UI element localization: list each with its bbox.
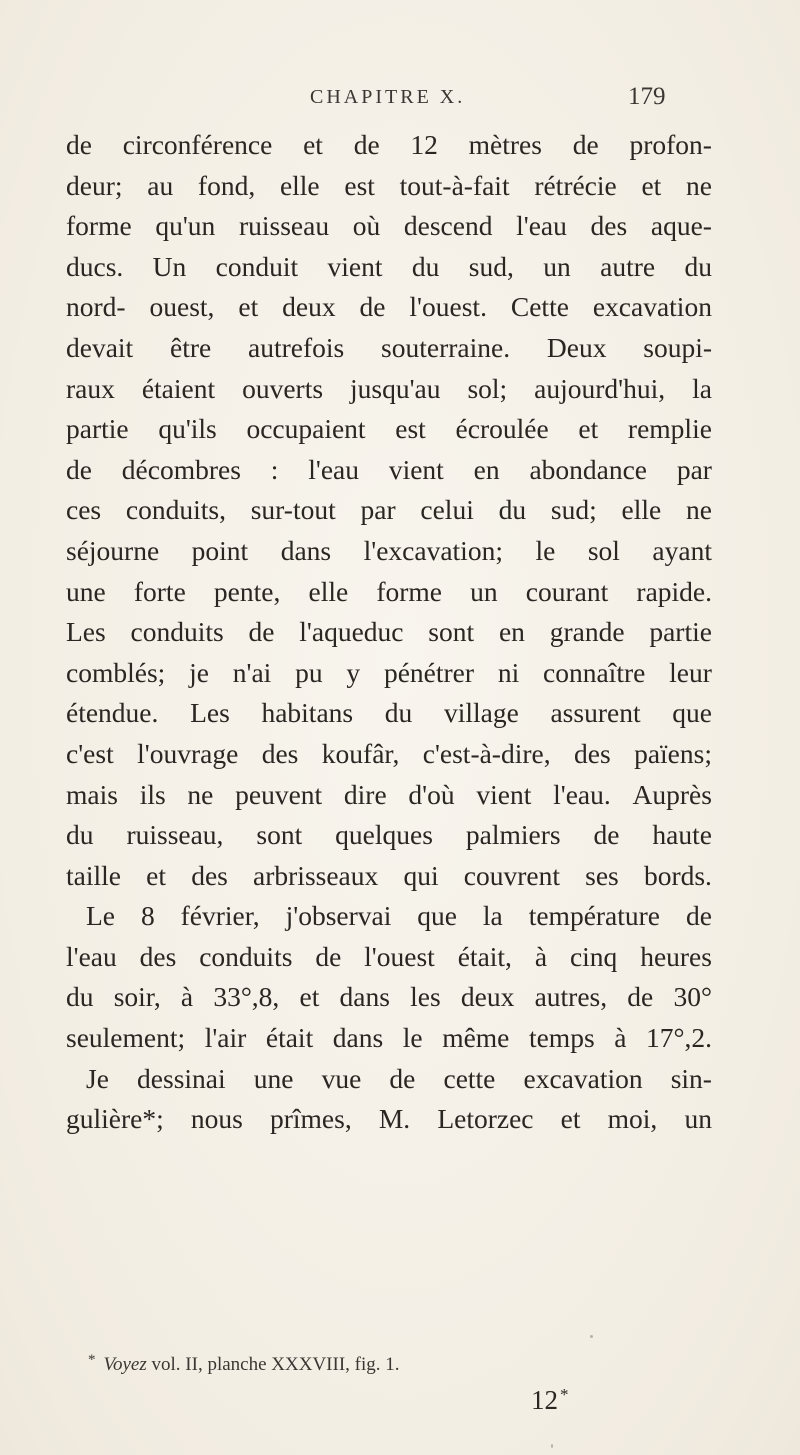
word: dans [280, 534, 332, 566]
word: température [528, 900, 661, 932]
word: bords. [643, 859, 712, 891]
word: conduit [215, 250, 299, 282]
text-line [66, 166, 712, 207]
word: sud; [550, 494, 597, 526]
footnote-marker: * [88, 1352, 96, 1368]
word: habitans [261, 697, 354, 729]
word: écroulée [455, 413, 549, 445]
word: deux [460, 981, 515, 1013]
footnote-text: vol. II, planche XXXVIII, fig. 1. [151, 1354, 400, 1375]
text-line [66, 206, 712, 247]
word: un [684, 1103, 712, 1135]
word: mais [66, 778, 118, 810]
word: gulière*; [66, 1103, 164, 1135]
word: profon- [629, 129, 712, 160]
word: païens; [634, 737, 712, 769]
word: ne [187, 778, 214, 810]
word: pente, [213, 575, 281, 607]
word: rapide. [636, 575, 712, 607]
word: forme [66, 210, 132, 242]
word: elle [308, 575, 349, 607]
text-line [66, 409, 712, 450]
signature-marker: * [560, 1385, 569, 1404]
word: même [442, 1022, 510, 1054]
word: remplie [627, 413, 712, 445]
word: qu'un [155, 210, 216, 242]
word: l'excavation; [363, 534, 503, 566]
word: soupi- [643, 331, 712, 363]
word: autrefois [248, 331, 345, 363]
word: forme [376, 575, 443, 607]
word: un [470, 575, 498, 607]
word: de [685, 900, 712, 932]
word: la [482, 900, 503, 932]
word: Je [86, 1062, 109, 1094]
page-number: 179 [628, 83, 666, 110]
word: et [578, 413, 599, 445]
word: qui [403, 859, 439, 891]
word: deur; [66, 169, 123, 201]
word: nous [190, 1103, 243, 1135]
word: des [191, 859, 228, 891]
word: un [543, 250, 571, 282]
word: aque- [650, 210, 712, 242]
word: temps [528, 1022, 595, 1054]
word: mètres [468, 129, 542, 160]
running-head: CHAPITRE X. [310, 86, 466, 108]
text-line [66, 775, 712, 816]
word: où [352, 210, 381, 242]
word: est [344, 169, 375, 201]
word: l'ouest. [409, 291, 487, 323]
word: en [473, 453, 500, 485]
word: et [560, 1103, 581, 1135]
word: elle [279, 169, 320, 201]
word: ces [66, 494, 102, 526]
word: palmiers [465, 819, 561, 851]
word: koufâr, [321, 737, 400, 769]
word: sont [256, 819, 303, 851]
word: dessinai [137, 1062, 226, 1094]
word: du [498, 494, 527, 526]
word: partie [66, 413, 129, 445]
word: par [676, 453, 712, 485]
signature-number: 12 [531, 1385, 558, 1415]
word: et [299, 981, 320, 1013]
word: que [417, 900, 457, 932]
word: c'est [66, 737, 114, 769]
word: de [248, 616, 275, 648]
word: au [147, 169, 174, 201]
word: de [359, 291, 386, 323]
signature-mark [531, 1385, 569, 1416]
word: deux [282, 291, 336, 323]
word: taille [66, 859, 121, 891]
word: 12 [410, 129, 438, 160]
word: celui [420, 494, 474, 526]
word: haute [652, 819, 712, 851]
word: vient [327, 250, 383, 282]
word: : [270, 453, 279, 485]
word: sont [428, 616, 475, 648]
word: le [402, 1022, 423, 1054]
word: l'eau [516, 210, 567, 242]
word: conduits [199, 940, 293, 972]
text-line [66, 490, 712, 531]
word: 17°,2. [646, 1022, 712, 1054]
word: d'où [408, 778, 455, 810]
word: excavation [592, 291, 712, 323]
word: des [261, 737, 299, 769]
word: M. [378, 1103, 411, 1135]
word: et [641, 169, 662, 201]
word: vient [388, 453, 444, 485]
word: forte [133, 575, 186, 607]
text-line [66, 977, 712, 1018]
word: à [180, 981, 194, 1013]
text-line [66, 612, 712, 653]
word: y [346, 656, 361, 688]
word: était, [457, 940, 512, 972]
word: du [384, 697, 413, 729]
word: ruisseau [238, 210, 330, 242]
body-text [66, 125, 712, 1140]
text-line [66, 369, 712, 410]
word: Les [66, 616, 106, 648]
word: sol; [467, 372, 508, 404]
text-line [66, 937, 712, 978]
word: couvrent [463, 859, 560, 891]
word: des [574, 737, 611, 769]
word: des [590, 210, 628, 242]
word: peuvent [235, 778, 323, 810]
word: ils [139, 778, 166, 810]
word: point [191, 534, 249, 566]
word: Auprès [632, 778, 712, 810]
word: de [66, 453, 92, 485]
word: et [146, 859, 167, 891]
word: assurent [550, 697, 641, 729]
word: nord- [66, 291, 126, 323]
word: de [353, 129, 380, 160]
word: souterraine. [381, 331, 511, 363]
word: seulement; [66, 1022, 186, 1054]
word: prîmes, [269, 1103, 352, 1135]
word: à [614, 1022, 627, 1054]
word: cinq [569, 940, 618, 972]
footnote [88, 1352, 400, 1376]
word: dans [339, 981, 390, 1013]
word: grande [549, 616, 625, 648]
word: vue [321, 1062, 362, 1094]
word: être [170, 331, 212, 363]
word: sur-tout [250, 494, 336, 526]
word: conduits, [125, 494, 226, 526]
text-line [66, 247, 712, 288]
text-line [66, 531, 712, 572]
word: étendue. [66, 697, 159, 729]
text-line [66, 734, 712, 775]
word: étaient [141, 372, 216, 404]
word: décombres [121, 453, 241, 485]
word: 33°,8, [213, 981, 280, 1013]
word: circonférence [122, 129, 273, 160]
word: occupaient [246, 413, 366, 445]
word: de [627, 981, 654, 1013]
word: des [139, 940, 177, 972]
text-line [66, 693, 712, 734]
word: de [593, 819, 620, 851]
word: pénétrer [383, 656, 475, 688]
word: Les [190, 697, 230, 729]
word: village [443, 697, 519, 729]
word: Le [86, 900, 116, 932]
word: les [410, 981, 441, 1013]
word: ayant [652, 534, 712, 566]
word: excavation [523, 1062, 643, 1094]
paper-speck [551, 1444, 553, 1448]
text-line [66, 896, 712, 937]
word: ouest, [149, 291, 215, 323]
word: la [692, 372, 712, 404]
word: autre [600, 250, 656, 282]
text-line [66, 450, 712, 491]
word: vient [476, 778, 532, 810]
word: l'ouvrage [137, 737, 239, 769]
word: de [66, 129, 92, 160]
word: ni [497, 656, 520, 688]
word: ducs. [66, 250, 124, 282]
word: courant [525, 575, 609, 607]
word: abondance [529, 453, 648, 485]
word: l'eau [308, 453, 359, 485]
text-line [66, 572, 712, 613]
text-line [66, 1099, 712, 1140]
word: de [389, 1062, 416, 1094]
word: heures [640, 940, 712, 972]
word: devait [66, 331, 134, 363]
word: du [684, 250, 712, 282]
word: l'eau [66, 940, 117, 972]
page-header [0, 83, 800, 116]
word: dire [343, 778, 387, 810]
word: tout-à-fait [399, 169, 510, 201]
paper-speck [590, 1335, 593, 1338]
word: Cette [510, 291, 569, 323]
word: l'eau. [553, 778, 611, 810]
word: de [315, 940, 342, 972]
word: et [303, 129, 323, 160]
word: quelques [335, 819, 433, 851]
word: connaître [543, 656, 646, 688]
text-line [66, 856, 712, 897]
text-line [66, 1018, 712, 1059]
word: rétrécie [534, 169, 617, 201]
word: sin- [670, 1062, 712, 1094]
word: l'air [204, 1022, 247, 1054]
word: conduits [130, 616, 224, 648]
word: cette [443, 1062, 496, 1094]
word: elle [621, 494, 662, 526]
word: en [498, 616, 525, 648]
word: que [672, 697, 712, 729]
word: ne [686, 169, 712, 201]
word: pu [295, 656, 323, 688]
word: l'ouest [364, 940, 435, 972]
word: jusqu'au [350, 372, 441, 404]
word: sol [587, 534, 620, 566]
word: partie [649, 616, 712, 648]
text-line [66, 328, 712, 369]
word: était [265, 1022, 314, 1054]
word: de [572, 129, 599, 160]
word: est [395, 413, 426, 445]
word: par [360, 494, 396, 526]
word: le [535, 534, 556, 566]
word: du [411, 250, 440, 282]
word: dans [332, 1022, 384, 1054]
word: une [253, 1062, 294, 1094]
word: ruisseau, [126, 819, 224, 851]
word: c'est-à-dire, [422, 737, 551, 769]
word: du [66, 819, 94, 851]
word: autres, [534, 981, 608, 1013]
word: une [66, 575, 106, 607]
word: je [189, 656, 209, 688]
word: soir, [113, 981, 161, 1013]
word: 8 [140, 900, 155, 932]
word: l'aqueduc [299, 616, 404, 648]
word: Deux [546, 331, 607, 363]
word: 30° [673, 981, 712, 1013]
word: Un [152, 250, 187, 282]
word: arbrisseaux [253, 859, 379, 891]
word: ouverts [242, 372, 324, 404]
word: ne [685, 494, 712, 526]
word: aujourd'hui, [534, 372, 666, 404]
word: qu'ils [158, 413, 217, 445]
word: leur [669, 656, 712, 688]
text-line [66, 287, 712, 328]
word: et [238, 291, 259, 323]
word: j'observai [285, 900, 392, 932]
word: raux [66, 372, 115, 404]
word: février, [180, 900, 260, 932]
word: moi, [607, 1103, 658, 1135]
word: ses [585, 859, 619, 891]
word: séjourne [66, 534, 160, 566]
word: comblés; [66, 656, 166, 688]
word: à [534, 940, 548, 972]
word: sud, [468, 250, 514, 282]
word: n'ai [232, 656, 272, 688]
word: fond, [197, 169, 256, 201]
footnote-italic: Voyez [103, 1354, 147, 1375]
text-line [66, 815, 712, 856]
text-line [66, 653, 712, 694]
text-line [66, 125, 712, 166]
word: descend [403, 210, 493, 242]
text-line [66, 1059, 712, 1100]
word: Letorzec [437, 1103, 534, 1135]
word: du [66, 981, 94, 1013]
